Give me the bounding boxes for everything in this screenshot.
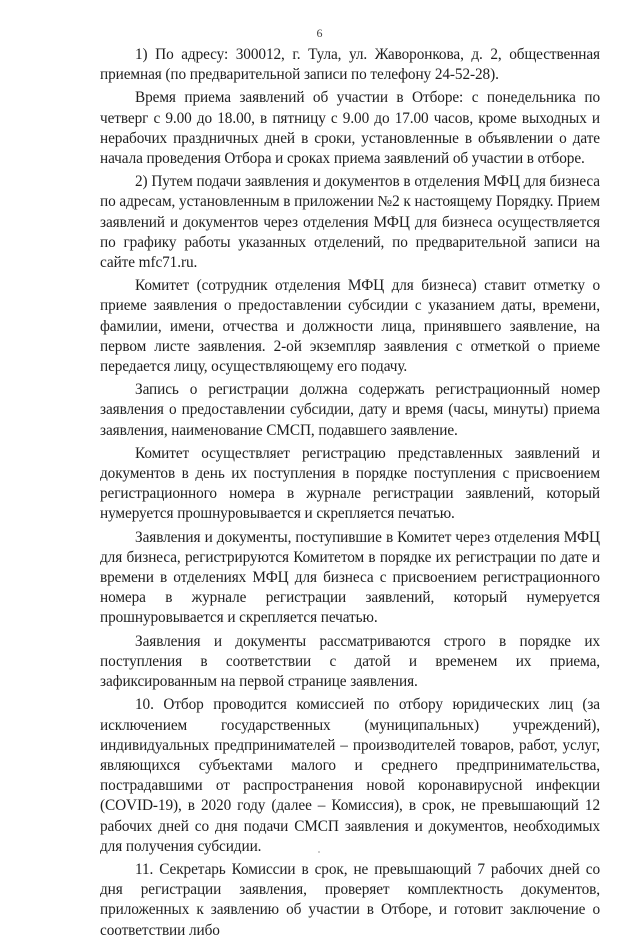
paragraph-reception-hours: Время приема заявлений об участии в Отборе: с понедельника по четверг с 9.00 до 18.00, в пятницу с 9.00 до 17.00 часов, кроме выходных и нерабочих праздничных дней в сроки, установленные в объявлении о дате начала проведения Отбора и сроках приема заявлений об участии в отборе. [100, 89, 600, 168]
scan-speck [318, 851, 320, 853]
paragraph-secretary-check: 11. Секретарь Комиссии в срок, не превышающий 7 рабочих дней со дня регистрации заявления, проверяет комплектность документов, приложенных к заявлению об участии в Отборе, и готовит заключение о соответствии либо [100, 860, 600, 939]
paragraph-address: 1) По адресу: 300012, г. Тула, ул. Жаворонкова, д. 2, общественная приемная (по предварительной записи по телефону 24-52-28). [100, 46, 600, 84]
paragraph-receipt-mark: Комитет (сотрудник отделения МФЦ для бизнеса) ставит отметку о приеме заявления о предоставлении субсидии с указанием даты, времени, фамилии, имени, отчества и должности лица, принявшего заявление, на первом листе заявления. 2-ой экземпляр заявления с отметкой о приеме передается лицу, осуществляющему его подачу. [100, 277, 600, 376]
paragraph-mfc-submission: 2) Путем подачи заявления и документов в отделения МФЦ для бизнеса по адресам, установленным в приложении №2 к настоящему Порядку. Прием заявлений и документов через отделения МФЦ для бизнеса осуществляется по графику работы указанных отделений, по предварительной записи на сайте mfc71.ru. [100, 173, 600, 272]
paragraph-committee-registration: Комитет осуществляет регистрацию представленных заявлений и документов в день их поступления в порядке поступления с присвоением регистрационного номера в журнале регистрации заявлений, который нумеруется прошнуровывается и скрепляется печатью. [100, 444, 600, 523]
paragraph-commission-selection: 10. Отбор проводится комиссией по отбору юридических лиц (за исключением государственных (муниципальных) учреждений), индивидуальных предпринимателей – производителей товаров, работ, услуг, являющихся субъектами малого и среднего предпринимательства, пострадавшими от распространения новой коронавирусной инфекции (COVID-19), в 2020 году (далее – Комиссия), в срок, не превышающий 12 рабочих дней со дня подачи СМСП заявления и документов, необходимых для получения субсидии. [100, 696, 600, 855]
paragraph-registration-record: Запись о регистрации должна содержать регистрационный номер заявления о предоставлении субсидии, дату и время (часы, минуты) приема заявления, наименование СМСП, подавшего заявление. [100, 381, 600, 439]
document-body [100, 45, 600, 941]
paragraph-review-order: Заявления и документы рассматриваются строго в порядке их поступления в соответствии с датой и временем их приема, зафиксированным на первой странице заявления. [100, 632, 600, 691]
paragraph-mfc-registration: Заявления и документы, поступившие в Комитет через отделения МФЦ для бизнеса, регистрируются Комитетом в порядке их регистрации по дате и времени в отделениях МФЦ для бизнеса с присвоением регистрационного номера в журнале регистрации заявлений, который нумеруется прошнуровывается и скрепляется печатью. [100, 528, 600, 627]
page-number: 6 [316, 26, 323, 40]
